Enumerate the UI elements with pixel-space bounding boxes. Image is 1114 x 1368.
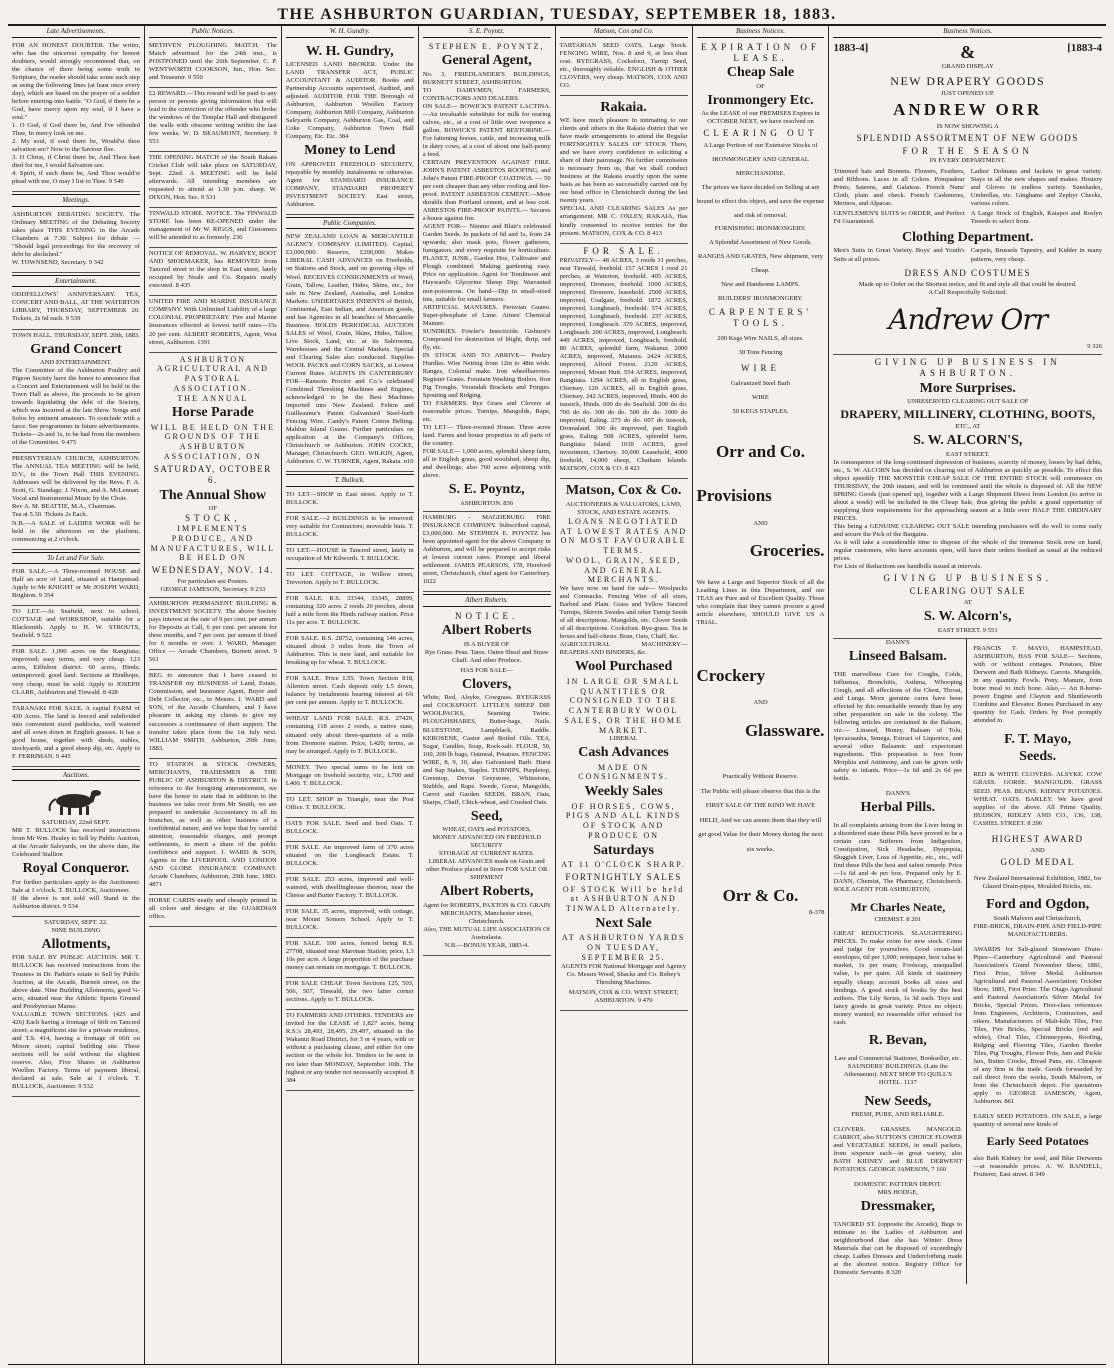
advert-headline: Cheap Sale: [726, 65, 795, 81]
advert-text: UNITED FIRE AND MARINE INSURANCE COMPANY. With Unlimited Liability of a large COLONIAL PROPRIETARY. Fire and Marine Insurances effected at lowest tariff rates—15s 20 per cent. ALBERT ROBERTS, Agent, West street, Ashburton. 1391: [148, 298, 277, 346]
advert-text: ODDFELLOWS' ANNIVERSARY. TEA, CONCERT AND BALL, AT THE WATERTON LIBRARY, THURSDAY, SEPTEMBER 20. Tickets, 2s 6d each. 9 539: [12, 291, 140, 323]
advert-subhead: WIRE: [740, 363, 780, 374]
advert-text: A Call Respectfully Solicited.: [928, 288, 1008, 296]
advert: [149, 895, 277, 927]
advert-text: A Large Portion of our Extensive Stocks of IRONMONGERY AND GENERAL MERCHANDISE. The prices we have decided on Selling at are bound to effect this object, and save the expense and risk of removal. FURNISHING IRONMONGERY. A Splendid Assortment of New Goods. RANGES AND GRATES, New shipment, very Cheap. New and Handsome LAMPS. BUILDERS' IRONMONGERY.: [696, 142, 825, 302]
advert: [149, 598, 277, 670]
advert-text: OF: [208, 505, 218, 513]
advert-text: TO STATION & STOCK OWNERS, MERCHANTS, TRADESMEN & THE PUBLIC OF ASHBURTON & DISTRICT. In reference to the foregoing announcement, we have the honor to state that in addition to the business we take over from Mr Smith, we are prepared to undertake Accountancy in all its branches, as well as other business of a confidential nature, and we hope that by careful attention, reasonable charges, and prompt settlements, to merit a share of the public confidence and support. J. WARD & SON, Agents to the LIVERPOOL AND LONDON AND GLOBE INSURANCE COMPANY. Arcade Chambers, Ashburton, 29th June, 1883. 4871: [148, 760, 277, 889]
advert-headline: Crockery: [696, 665, 766, 685]
advert-text: IMPLEMENTS PRODUCE, AND MANUFACTURES, WILL BE HELD ON: [150, 524, 276, 563]
advert-text: GEORGE JAMESON, Secretary. 9 233: [160, 586, 266, 594]
advert: [12, 566, 140, 606]
advert-text: For further particulars apply to the Auctioneer. Sale at 1 o'clock. T. BULLOCK, Auctioneer. If the above is not sold will Stand in the Ashburton district. 9 534: [12, 878, 140, 910]
advert-subhead: GOLD MEDAL: [1000, 857, 1075, 868]
advert-text: DANN'S: [885, 638, 910, 646]
bullock-adverts: [286, 489, 414, 1091]
advert-text: Rye Grass. Peas. Tares. Oaten Sheaf and Straw Chaff. And other Produce.: [424, 648, 549, 664]
advert: [12, 453, 140, 549]
advert-headline: Matson, Cox & Co.: [565, 483, 682, 499]
mens-suits: Men's Suits in Great Variety. Boys' and Youth's Suits at all prices.: [833, 247, 965, 263]
advert-headline: New Seeds,: [864, 1094, 932, 1109]
advert-text: FOR SALE CHEAP. Town Sections 125, 503, 506, 507, Tinwald, the two latter corner sections. Apply to T. BULLOCK.: [285, 980, 414, 1004]
advert: [286, 978, 414, 1010]
column-head: Matson, Cox and Co.: [560, 27, 688, 38]
advert-text: OF STOCK Will be held at ASHBURTON AND TINWALD Alternately.: [562, 884, 685, 914]
section-head: To Let and For Sale.: [12, 552, 140, 565]
advert: [286, 938, 414, 978]
advert-text: FOR SALE. R.S. 33344, 33345, 28899, containing 320 acres 2 roods 20 perches, about half a mile from the Hinds railway station. Price 11s per acre. T. BULLOCK.: [285, 595, 414, 627]
advert-text: FOR SALE.—A Three-roomed HOUSE and Half an acre of Land, situated at Hampstead. Apply to Mr KNIGHT or Mr JOSEPH WARD, Brighton. 9 354: [12, 568, 140, 600]
advert-text: LOANS NEGOTIATED AT LOWEST RATES AND ON MOST FAVOURABLE TERMS.: [559, 516, 688, 556]
event-date: SATURDAY, OCTOBER 6.: [153, 463, 272, 485]
advert-text: Made up to Order on the Shortest notice, and fit and style all that could be desired.: [858, 280, 1077, 288]
advert: [12, 917, 140, 1097]
advert-text: No. 3, FRIEDLANDER'S BUILDINGS, BURNETT STREET, ASHBURTON. TO DAIRYMEN, FARMERS, CONTRACTORS AND DEALERS. ON SALE— BOWICK'S PATENT LACTINA.—An invaluable substitute for milk for rearing calves, etc., at a cost of little over twopence a gallon. BOWICK'S PATENT RESTORINE.— For fattening horses, cattle, and increasing milk in dairy cows, at a cost of about one half-penny a feed. CERTAIN PREVENTION AGAINST FIRE. JOHN'S PATENT ASBESTOS ROOFING, and John's Patent FIRE-PROOF COATINGS. — 50 per cent cheaper than any other roofing and fire-proof. PATENT ASBESTOS CEMENT.—More durable than Portland cement, and at less cost. ASBESTOS FIRE-PROOF PAINTS.— Secures a house against fire. AGENT FOR— Nimmo and Blair's celebrated Garden Seeds. In packets of 6d and 1s, from 24 upwards; also mask pots, flower gatherers, fumigators, and every requisite for horticulture. PLANET, JUNR., Garden Hoe, Cultivator and Plough combined. Making gardening easy. Price on application. Agent for Tomlinson and Hayward's Glycerine Sheep Dip; Warranted non-poisonous. On hand—Dip in small-sized tins, suitable for small farmers. ARTIFICIAL MANURES. Peruvian Guano. Super-phosphate of Lime. Aimes' Chemical Manure. SUNDRIES. Fowler's Insecticide. Gishurst's Compound for destruction of blight, thrip, red fly, etc. IN STOCK AND TO ARRIVE— Poultry Hurdles. Wire Netting from 12in to 48in wide. Ranges, Colonial make. Iron wheelbarrows. Register Grates. Fountain Washing Boilers. Iron Pig Troughs. Verandah Brackets and Fringes. Spouting and Ridging. TO FARMERS. Rye Grass and Clovers at reasonable prices. Turnips, Mangolds, Rape, etc. TO LET— Three-roomed House. Three acres land. Farms and house properties in all parts of the country. FOR SALE— 1,000 acres, splendid sheep farm, all in English grass, good woolshed, sheep dip, and dwellings; also 760 acres adjoining with above.: [422, 70, 551, 480]
advert-headline: More Surprises.: [919, 380, 1016, 396]
masthead: [8, 4, 1106, 26]
advert-text: ASHBURTON DEBATING SOCIETY. The Ordinary MEETING of the Debating Society takes place THIS EVENING in the Arcade Chambers at 7.30. Subject for debate — "Should legal proceedings for the recovery of debt be abolished." W. TOWNSEND, Secretary. 9 342: [12, 210, 140, 266]
advert-headline: F. T. Mayo,: [1004, 732, 1072, 748]
advert: [149, 670, 277, 758]
advert-text: LIBERAL: [609, 735, 638, 743]
section-head: Entertainment.: [12, 275, 140, 288]
column-7: [829, 26, 1106, 1364]
advert-text: ETC., AT: [955, 423, 981, 431]
advert-headline: Clothing Department.: [902, 230, 1034, 246]
advert-headline: R. Bevan,: [868, 1033, 927, 1049]
advert-headline: W. H. Gundry,: [305, 43, 394, 59]
advert-text: We have now on hand for sale— Woolpacks and Cornsacks. Fencing Wire of all sizes, Barbed and Plain. Grass and Yellow Tancred Turnips, Skirvin Swedes and other Turnip Seeds of all descriptions. Mangolds, etc. Clover Seeds of all descriptions. Cocksfoot. Rye-grass. Tea in boxes and half-chests. Bran, Oats, Chaff, &c. AGRICULTURAL MACHINERY— REAPERS AND BINDERS, &c.: [559, 585, 688, 657]
section-head: Public Companies.: [286, 217, 414, 230]
advert-text: FRANCIS T. MAYO, HAMPSTEAD, ASHBURTON, HAS FOR SALE— Sections, with or without cottages. Potatoes, Blue Derwent and Bath Kidneys. Carrots. Mangolds, in any quantity. Fowls. Pony. Manure, from bone meal to inch bone. Also,— An 8-horse-power Engine and Clayton and Shuttleworth Combine and Elevator. Bones Purchased in any quantity for Cash. Orders by Post promptly attended to.: [973, 645, 1103, 725]
advert-subhead: FIRE-BRICK, DRAIN-PIPE AND FIELD-PIPE MANUFACTURERS.: [973, 922, 1102, 938]
advert-text: WHEAT LAND FOR SALE. R.S. 27429, containing 118 acres 2 roods, a native state, situated only about three-quarters of a mile from Dromore station. Price, L420; terms, as may be arranged. Apply to T. BULLOCK.: [285, 715, 414, 755]
advert-headline: General Agent,: [441, 53, 532, 69]
advert-text: White, Red, Alsyke, Cowgrass. RYEGRASS and COCKSFOOT. LITTLE'S SHEEP DIP. WOOLPACKS, Seaming Twine. PLOUGHSHARES, Butter-bags, Nails. BLUESTONE, Lampblack, Raddle. KEROSENE, Castor and Boiled Oils. TEA, Sugar, Candles, Soap, Rock-salt. FLOUR, 50, 100, 200 lb bags, Oatmeal, Potatoes. FENCING WIRE, 8, 9, 10, also Galvanised Barb. Hurst and Sap Stakes, Staples. TURNIPS, Purpletop, Greentop, Devon Greystone, Whitestone, Stubble, and Rape. Swede, Gorse, Mangolds, Carrot and Garden SEEDS. BRAN, Oats, Sharps, Chaff, Chick-wheat, and Crushed Oats.: [422, 694, 551, 806]
advert-text: We have a Large and Superior Stock of all the Leading Lines in this Department, and our TEAS are Pure and of Excellent Quality. Those who complain that they cannot procure a good article elsewhere, SHOULD GIVE US A TRIAL.: [696, 578, 825, 626]
advert-text: HAMBURG - MAGDEBURG FIRE INSURANCE COMPANY. Subscribed capital, £3,000,000. Mr STEPHEN E. POYNTZ has been appointed agent for the above Company in Ashburton, and will be prepared to accept risks at lowest current rates. Prompt and liberal settlement. JAMES PEARSON, 178, Hereford street, Christchurch, chief agent for Canterbury. 1022: [422, 513, 551, 585]
advert-headline: Ford and Ogdon,: [986, 897, 1090, 913]
advert-subhead: NOTICE.: [455, 610, 519, 621]
column-head: Business Notices.: [833, 27, 1102, 38]
advert-headline: S. E. Poyntz,: [448, 482, 525, 498]
advert: [286, 633, 414, 673]
advert-text: FOR SALE.—2 BUILDINGS to be removed; very suitable for Contractors; moveable huts. T. BULLOCK.: [285, 514, 414, 538]
advert-subhead: FOR SALE.: [583, 245, 664, 256]
advert-headline: DRAPERY, MILLINERY, CLOTHING, BOOTS,: [840, 407, 1096, 422]
advert-headline: Horse Parade: [171, 405, 254, 421]
advert-text: Agent for ROBERTS, PAXTON & CO. GRAIN MERCHANTS, Manchester street, Christchurch. Also, THE MUTUAL LIFE ASSOCIATION Of Australasia. N.B.—BONUS YEAR, 1883-4.: [422, 901, 551, 949]
advert: [423, 609, 551, 957]
section-head: Meetings.: [12, 194, 140, 207]
advert: [286, 593, 414, 633]
advert-text: EAST STREET.: [946, 450, 990, 458]
column-3: [282, 26, 419, 1364]
advert-headline: Royal Conqueror.: [22, 861, 130, 877]
advert-text: MRS HODGE,: [877, 1188, 918, 1196]
advert-headline: Orr & Co.: [722, 886, 799, 906]
advert: [286, 489, 414, 513]
tweeds: A Large Stock of English, Kaiapoi and Roslyn Tweeds to select from.: [970, 210, 1103, 226]
advert-headline: Glassware.: [744, 720, 825, 740]
gents-suits: GENTLEMEN'S SUITS to ORDER, and Perfect Fit Guaranteed.: [833, 210, 965, 226]
advert-text: METHVEN PLOUGHING MATCH. The Match advertised for the 24th inst., is POSTPONED until the 26th September. C. P. WENTWORTH COOKSON, Jun., Hon. Sec. and Treasurer. 9 550: [148, 41, 277, 81]
advert: [286, 794, 414, 818]
advert-text: Law and Commercial Stationer, Bookseller, etc. SAUNDERS' BUILDINGS. (Late the Athenaeum). NEXT SHOP TO QUILL'S HOTEL. 1137: [834, 1055, 962, 1087]
advert-number: 8-378: [809, 908, 825, 916]
advert-text: NOTICE OF REMOVAL. W. HARVEY, BOOT AND SHOEMAKER, has REMOVED from Tancred street to the shop in East street, lately occupied by Neale and Co. Repairs neatly executed. 8 435: [148, 250, 277, 290]
advert-text: TOWN HALL. THURSDAY, SEPT. 20th, 1883.: [12, 331, 140, 339]
advert-text: TO LET. COTTAGE, in Willow street, Trevorton. Apply to T. BULLOCK.: [285, 571, 414, 587]
column-head: Late Advertisements.: [12, 27, 140, 38]
advert-subhead: GRAND DISPLAY: [941, 63, 994, 71]
advert-text: TARANAKI FOR SALE. A capital FARM of 430 Acres. The land is fenced and subdivided into convenient sized paddocks, well watered and all sown down in English grasses. It has a good house, together with sheds, stables, stockyards, and a good sheep dip, etc. Apply to F. FERRIMAN. 9 445: [12, 704, 140, 760]
andrew-orr-signature: Andrew Orr: [888, 302, 1048, 336]
advert: [286, 818, 414, 842]
advert-text: PRESBYTERIAN CHURCH, ASHBURTON. The ANNUAL TEA MEETING will be held, D.V., in the Town Hall THIS EVENING. Addresses will be delivered by the Revs. F. A. Scott, G. Standage, J. Nixon, and A. McLennan. Vocal and Instrumental Music by the Choir. Rev A. M. BEATTIE, M.A., Chairman. Tea at 5.30. Tickets 2s Each. N.B.—A SALE of LADIES WORK will be held in the afternoon on the platform, commencing at 2 o'clock.: [12, 455, 140, 543]
advert-headline: Albert Roberts,: [440, 884, 534, 900]
advert: [286, 762, 414, 794]
column-head: W. H. Gundry.: [286, 27, 414, 38]
advert-text: WILL BE HELD ON THE GROUNDS OF THE ASHBURTON ASSOCIATION, ON: [150, 422, 275, 461]
advert-subhead: CLEARING OUT: [703, 128, 818, 139]
advert-subhead: DOMESTIC PATTERN DEPOT.: [853, 1180, 942, 1188]
advert-text: HORSE CARDS neatly and cheaply printed in all colors and designs at the GUARDIAN office.: [148, 897, 277, 921]
advert: [697, 40, 825, 920]
advert: [12, 646, 140, 702]
carpets: Carpets, Brussels Tapestry, and Kidder in many patterns, very cheap.: [970, 247, 1103, 263]
advert-text: HAS FOR SALE—: [460, 666, 513, 674]
advert-text: FOR SALE. 1,090 acres on the Rangitata; improved; easy terms, and very cheap. 123 acres, Eiffelton district. 60 acres, Hinds; unimproved; good land. Sections at Hindhope, very cheap, must be sold. Apply to JOSEPH CLARK, Ashburton and Tinwald. 8 428: [12, 648, 140, 696]
advert: [286, 1010, 414, 1090]
advert: [149, 88, 277, 152]
advert-subhead: SPLENDID ASSORTMENT OF NEW GOODS: [856, 132, 1079, 143]
advert-subhead: NINE BUILDING: [51, 927, 101, 935]
advert-subhead: FORTNIGHTLY SALES: [565, 871, 682, 882]
advert-text: OATS FOR SALE. Seed and feed Oats. T. BULLOCK.: [285, 819, 414, 835]
advert: [423, 512, 551, 592]
advert-headline: S. W. ALCORN'S,: [913, 433, 1023, 449]
advert-headline: ANDREW ORR: [893, 100, 1043, 120]
advert-text: OF: [756, 82, 765, 90]
advert: [286, 40, 414, 215]
advert-subhead: CARPENTERS' TOOLS.: [708, 307, 813, 329]
advert-text: BEG to announce that I have ceased to TRANSFER my BUSINESS of Land, Estate, Commission, and Insurance Agent, Buyer and Debt Collector, etc., to Messrs. J. WARD and SON, of the Arcade Chambers, and I have pleasure in asking my clients to give my successors a continuance of their support. The transfer takes place from the 1st July next. WILLIAM SMITH. Ashburton, 29th June, 1883.: [148, 672, 277, 752]
advert: [149, 152, 277, 208]
advert-text: AWARDS for Salt-glazed Stoneware Drain-Pipes—Canterbury Agricultural and Pastoral Association's Grand November Show, 1881, First Prize, Silver Medal. Ashburton Agricultural and Pastoral Association; October Show, 1881, First Prize. The Otago Agricultural and Pastoral Association's Silver Medal for Bricks, Special Prizes. First-class references from Engineers, Architects, Contractors, and others. Manufacturers of Malt-kiln Tiles, Fire Tiles, Fire Bricks, Special Bricks (red and white), Oval Tiles, Chimneypots, Roofing, Ridging and Flooring Tiles, Garden Border Tiles, Pig Troughs, Flower Pots, Jam and Pickle Jars, Butter Crocks, Bread Pans, etc. Cheapest of any firm in the trade. Goods forwarded by rail direct from the works, South Malvern, or from the Christchurch depot. For quotations apply to GEORGE JAMESON, Agent, Ashburton. 861: [973, 945, 1103, 1106]
advert-text: MATSON, COX & CO. WEST STREET, ASHBURTON. 9 470: [568, 988, 679, 1004]
advert-headline: Groceries.: [749, 540, 825, 560]
advert: [423, 40, 551, 512]
auction-date: SATURDAY, 22nd SEPT.: [41, 819, 111, 827]
column-1: [8, 26, 145, 1364]
advert: [286, 545, 414, 569]
advert-headline: Orr and Co.: [716, 441, 805, 461]
advert-text: ASHBURTON PERMANENT BUILDING & INVESTMENT SOCIETY. The above Society pays interest at the rate of 9 per cent. per annum for Deposits at Call, 6 per cent. per annum for three months, and 7 per cent. per annum if fixed for 6 months or over. J. WARD, Manager. Office — Arcade Chambers, Burnett street. 9 561: [148, 600, 277, 664]
advert-text: TO LET.—At Seafield, next to school, COTTAGE and WORKSHOP, suitable for a Blacksmith. Apply to H. W. STROUTS, Seafield. 9 522: [12, 608, 140, 640]
goods-list-right: Ladies' Dolmans and Jackets in great variety. Stays in all the new shapes and makes. Hosiery and Gloves in endless variety. Sunshades, Umbrellas, etc. Ginghams and Zephyr Checks, various colors.: [970, 167, 1103, 207]
advert-text: FOR SALE. 35 acres, improved, with cottage, near Mount Somers School. Apply to T. BULLOCK.: [285, 908, 414, 932]
advert: [286, 906, 414, 938]
advert-text: RED & WHITE CLOVERS. ALSYKE. COW GRASS. GORSE. MANGOLDS. GRASS SEED. PEAS. BEANS. KIDNEY POTATOES. WHEAT. OATS. BARLEY. We have good supplies of the above. All Prime Quality. HUDSON, RIDLEY AND CO., 136, 138, CASHEL STREET. 8 296: [973, 771, 1103, 827]
advert: [12, 209, 140, 273]
section-head: T. Bullock.: [286, 474, 414, 487]
clothing-lists: [833, 247, 1102, 265]
lower-split: [833, 639, 1102, 1284]
advert-headline: The Annual Show: [159, 487, 267, 503]
advert-text: EARLY SEED POTATOES. ON SALE, a large quantity of several new kinds of: [973, 1112, 1103, 1128]
season-year-left: 1883-4]: [833, 41, 869, 54]
columns: [8, 26, 1106, 1365]
advert-text: THE OPENING MATCH of the South Rakaia Cricket Club will take place on SATURDAY, Sept. 22nd. A MEETING will be held afterwards. All intending members are requested to attend at 1.30 p.m. sharp. W. DIXON, Hon. Sec. 9 531: [148, 153, 277, 202]
advert-subhead: AUCTIONEERS & VALUATORS, LAND, STOCK, AND ESTATE AGENTS.: [565, 500, 682, 516]
advert: [560, 40, 688, 96]
advert-text: CHEMIST. 8 201: [874, 915, 922, 923]
advert: [286, 673, 414, 713]
advert-text: WOOL, GRAIN, SEED, AND GENERAL MERCHANTS.: [565, 555, 682, 585]
auction-date: SATURDAY, SEPT. 22.: [44, 919, 108, 926]
column-4: [419, 26, 556, 1364]
advert-text: £2 REWARD.—This reward will be paid to any person or persons giving information that will lead to the conviction of the offender who broke the windows of the Templar Hall and distigured the walls with obscene writing within the last few weeks. W. D. BEAUMONT, Secretary. 9 553: [148, 89, 277, 145]
advert-text: IN LARGE OR SMALL QUANTITIES OR CONSIGNED TO THE CANTERBURY WOOL SALES, OR THE HOME MARKET.: [564, 676, 683, 735]
advert-headline: Allotments,: [41, 937, 111, 953]
advert: [286, 569, 414, 593]
season-years: [833, 42, 1102, 64]
advert-text: FOR SALE. An improved farm of 370 acres situated on the Longbeach Estate. T. BULLOCK.: [285, 843, 414, 867]
advert-subhead: DRESS AND COSTUMES: [904, 267, 1031, 278]
advert-text: For particulars see Posters.: [177, 578, 249, 585]
advert: [286, 513, 414, 545]
advert: [149, 40, 277, 88]
advert-text: AND: [1030, 847, 1045, 855]
event-date: WEDNESDAY, NOV. 14.: [151, 565, 274, 576]
advert-subhead: HIGHEST AWARD: [991, 834, 1084, 845]
advert-text: TANCRED ST. (opposite the Arcade), Begs to intimate to the Ladies of Ashburton and neighbourhood that she has Winter Dress Materials that can be disposed of exceedingly cheap. Ladies Dresses and Underclothing made at the shortest notice. Registry Office for Domestic Servants. 8 320: [833, 1220, 963, 1277]
advert-text: South Malvern and Christchurch,: [993, 914, 1082, 922]
advert-subhead: CLEARING OUT SALE: [909, 586, 1026, 597]
advert-text: 200 Kegs Wire NAILS, all sizes.: [717, 335, 804, 343]
advert-headline: Mr Charles Neate,: [850, 899, 946, 914]
advert-text: TO LET. SHOP in Triangle, near the Post Office. T. BULLOCK.: [285, 795, 414, 811]
advert-text: TO LET—SHOP in East street. Apply to T. BULLOCK.: [285, 490, 414, 506]
advert-text: 50 KEGS STAPLES.: [732, 408, 789, 416]
advert-text: TO FARMERS AND OTHERS. TENDERS are invited for the LEASE of 1,827 acres, being R.S.'s 28,493, 28,495, 29,497, situated in the Wakanui Road District, for 3 or 4 years, with or without a pur.hasing clause, and either for one section or the whole lot. Tenders to be sent in not later than MONDAY, September 10th. The highest or any tender not necessarily accepted. 8 384: [285, 1012, 414, 1084]
advert-headline: S. W. Alcorn's,: [923, 609, 1012, 625]
advert-subhead: FRESH, PURE, AND RELIABLE.: [851, 1111, 945, 1119]
advert-text: MONEY ADVANCED ON FREEHOLD SECURITY STORAGE AT CURRENT RATES. LIBERAL ADVANCES made on Grain and other Produce placed in Store FOR SALE OR SHIPMENT: [425, 834, 548, 882]
advert-headline: Cash Advances: [578, 745, 669, 761]
advert: [12, 783, 140, 917]
advert-subhead: FOR THE SEASON: [902, 145, 1033, 156]
advert-subhead: STOCK,: [185, 513, 241, 524]
advert-headline: Seed,: [470, 808, 503, 824]
advert-number: 9 326: [1087, 342, 1103, 350]
advert: [149, 353, 277, 599]
advert-text: MONEY. Two special sums to be lent on Mortgage on freehold security, viz., L700 and L400. T. BULLOCK.: [285, 763, 414, 787]
lower-right: [973, 639, 1102, 1284]
advert-headline: Next Sale: [595, 915, 652, 931]
advert-text: PRIVATELY— 48 ACRES, 3 roods 31 perches, near Tinwald, freehold. 157 ACRES 1 rood 21 perches, at Waterton, freehold. 405 ACRES, improved, Dromore, freehold. 1000 ACRES, improved, Dromore, leasehold. 2500 ACRES, improved, Coalgate, freehold. 1872 ACRES, improved, Longbeach, freehold. 574 ACRES, improved, Longbeach, freehold. 237 ACRES, improved, Longbeach. 370 ACRES, improved, Longbeach. 200 ACRES, improved, Longbeach. 449 ACRES, improved, Longbeach, freehold. 80 ACRES, splendid farm, Wakanui. 2000 ACRES, improved, Mataura. 2424 ACRES, improved, Alford Forest. 2120 ACRES, improved, Mount Hutt. 554 ACRES, improved, Rangitata. 1294 ACRES, all in English grass, Chertsey. 120 ACRES, all in English grass, Chertsey. 242 ACRES, improved, Hinds. 400 do tussock, Hinds. 600 do do Seafield. 200 do do. 700 do do. 300 do do. 500 do do. 1000 do improved, Ealing. 275 do do. 607 do tussock, Dromaland. 306 do improved, part English grass, Ealing. 508 ACRES, splendid farm, Rangitata Island. 1030 ACRES, good investment, Chertsey. 30,000 Leasehold, 4000 freehold, 14,000 sheep, Chatham Islands. MATSON, COX & CO. 8 423: [559, 256, 688, 473]
advert-text: AT ASHBURTON YARDS ON TUESDAY, SEPTEMBER 25.: [561, 933, 686, 962]
advert-subhead: AND ENTERTAINMENT.: [40, 358, 112, 366]
advert-text: TINWALD STORE. NOTICE. The TINWALD STORE has been RE-OPENED under the management of Mr W. RIGGS, and Customers will be attended to as formerly. 236: [148, 210, 277, 242]
advert-text: AND: [753, 519, 768, 527]
advert-headline: Seeds.: [1019, 749, 1057, 765]
advert-subhead: GIVING UP BUSINESS.: [883, 573, 1052, 584]
advert: [12, 289, 140, 329]
advert-text: LICENSED LAND BROKER. Under the LAND TRANSFER ACT, PUBLIC ACCOUNTANT & AUDITOR. Books and Partnership Accounts supervised, Audited, and adjusted. AUDITOR FOR THE Borough of Ashburton, Ashburton Woollen Factory Company, Ashburton Mill Company, Ashburton Saleyards Company, Ashburton Gas, Coal, and Coke Company, Ashburton Town Hall Company, Etc. Etc. 384: [285, 60, 414, 141]
advert: [149, 759, 277, 896]
advert: [286, 713, 414, 761]
advert-text: FOR SALE. 253 acres, improved and well-watered, with dwellinghouse thereon, near the Cheese and Butter Factory. T. BULLOCK.: [285, 875, 414, 899]
advert-subhead: ASHBURTON AGRICULTURAL AND PASTORAL ASSOCIATION.: [156, 354, 269, 393]
advert-text: AGENTS FOR National Mortgage and Agency Co. Messrs Wood, Shacks and Co. Robey's Threshing Machines.: [561, 962, 687, 986]
advert-text: In consequence of the long continued depression of business, scarcity of money, losses by bad debts, etc., S. W. ALCORN has decided on clearing out of Ashburton as quickly as possible. To effect this object speedily THE MONSTER CHEAP SALE OF THE ENTIRE STOCK will commence on THURSDAY, the 20th instant, and will be continued until the whole is disposed of. All the NEW SPRING Goods (just opened up), together with a Large Shipment Direct from London (to arrive in about a week) will be included in the Cheap Sale, thus giving the public a grand opportunity of supplying their requirements for the approaching season at a little over HALF THE ORDINARY PRICES. This being a GENUINE CLEARING OUT SALE intending purchasers will do well to come early and secure the Pick of the Bargains. As it will take a considerable time to dispose of the whole of the immense Stock now on hand, regular customers, who have accounts open, will have their orders booked as usual at the reduced prices. For Lists of Reductions see handbills issued at intervals.: [833, 458, 1103, 571]
advert: [833, 40, 1102, 355]
advert-text: FOR SALE BY PUBLIC AUCTION. MR T. BULLOCK has received instructions from the Trustees in Dr. Parkin's estate to Sell by Public Auction, at the Arcade, Burnett street, on the above date. Nine Building Allotments, good ¼-acre, situated near the Athletic Sports Ground and Presbyterian Manse. VALUABLE TOWN SECTIONS. (425 and 426) Each having a frontage of 66ft on Tancred street; a magnificent site for a private residence, and T.S. 414, having a frontage of 66ft on Moore street; capital building site. These sections will be sold without the slightest reserve. Also, Five Shares in Ashburton Woollen Factory. Terms of payment liberal, declared at sale. Sale at 1 o'clock. T. BULLOCK, Auctioneer. 9 532: [12, 954, 140, 1090]
advert-text: As the LEASE of our PREMISES Expires in OCTOBER NEXT, we have resolved on: [701, 110, 820, 126]
advert-text: TARTARIAN SEED OATS. Large Stock. FENCING WIRE, Nos. 8 and 9, at less than cost. RYEGRASS, Cocksfoot, Turnip Seed, etc., thoroughly reliable. ENGLISH & OTHER CLOVERS, very cheap. MATSON, COX AND CO.: [559, 41, 688, 89]
advert-text: In all complaints arising from the Liver being in a disordered state these Pills have proved to be a certain cure. Sufferers from Indigestion, Constipation, Sick Headache, Dyspepsia, Sluggish Liver, Loss of Appetite, etc., etc., will find these Pills the best and safest remedy. Price—1s 6d and 4s per box. Prepared only by E. DANN, Chemist, The Pharmacy, Christchurch. SOLE AGENT FOR ASHBURTON,: [833, 821, 963, 893]
advert-headline: Wool Purchased: [574, 659, 673, 675]
tailoring: [833, 210, 1102, 228]
advert-subhead: STEPHEN E. POYNTZ,: [428, 41, 545, 51]
advert-headline: Dressmaker,: [860, 1198, 935, 1214]
season-year-right: [1883-4: [1067, 41, 1103, 54]
column-5: [556, 26, 693, 1364]
advert-headline: Clovers,: [461, 676, 512, 692]
advert-text: 30 Tons Fencing: [738, 349, 783, 357]
advert-text: JUST OPENED UP.: [940, 90, 995, 98]
advert: [286, 842, 414, 874]
advert: [149, 208, 277, 248]
advert-text: UNRESERVED CLEARING OUT SALE OF: [907, 398, 1029, 406]
advert-headline: Rakaia.: [600, 99, 647, 115]
advert-headline: Money to Lend: [304, 143, 396, 159]
advert: [12, 606, 140, 646]
advert-text: EAST STREET. 9 551: [937, 626, 998, 634]
advert-text: Practically Without Reserve. The Public will please observe that this is the FIRST SALE OF THE KIND WE HAVE HELD, And we can assure them that they will get good Value for their Money during the next six weeks.: [698, 773, 823, 853]
advert-text: New Zealand International Exhibition, 1882, for Glazed Drain-pipes, Moulded Bricks, etc.: [973, 874, 1102, 890]
advert-text: also Bath Kidney for seed, and Blue Derwents—at reasonable prices. A. W. RANDELL, Fruiterer, East street. 8 349: [973, 1155, 1103, 1179]
advert: [12, 40, 140, 193]
advert-subhead: EXPIRATION OF LEASE.: [701, 41, 820, 63]
column-head: Business Notices.: [697, 27, 825, 38]
advert: [149, 296, 277, 352]
lower-left: [833, 639, 967, 1284]
advert-text: MADE ON CONSIGNMENTS.: [578, 762, 669, 782]
advert: [286, 231, 414, 472]
advert-text: AT 11 O'CLOCK SHARP.: [561, 859, 686, 869]
column-6: [693, 26, 830, 1364]
advert-headline: Weekly Sales: [584, 784, 663, 800]
advert-text: IS NOW SHOWING A: [936, 122, 999, 130]
advert-text: OF HORSES, COWS, PIGS AND ALL KINDS OF STOCK AND PRODUCE ON: [565, 801, 682, 840]
advert-text: Galvanized Steel Barb: [730, 380, 791, 388]
section-head: Auctions.: [12, 769, 140, 782]
advert-headline: Linseed Balsam.: [848, 648, 947, 664]
advert-headline: Grand Concert: [30, 341, 122, 357]
advert-text: ASHBURTON. 836: [460, 499, 514, 507]
advert-text: CLOVERS. GRASSES. MANGOLD. CARROT, also SUTTON'S CHOICE FLOWER and VEGETABLE SEEDS, in small packets, from sixpence each—in great variety, also BATH KIDNEY and BLUE DERWENT POTATOES. GEORGE JAMESON, 7 160: [833, 1126, 963, 1174]
newspaper-title: THE ASHBURTON GUARDIAN, TUESDAY, SEPTEMBER 18, 1883.: [277, 6, 837, 23]
column-head: S. E. Poyntz.: [423, 27, 551, 38]
advert: [560, 96, 688, 244]
advert: [149, 248, 277, 296]
advert-text: AND: [753, 699, 768, 707]
advert: [833, 355, 1102, 639]
advert-text: The Committee of the Ashburton Poultry and Pigeon Society have the honor to announce that a Concert and Entertainment will be held in the Town Hall as above, the proceeds to be given towards liquidating the debt of the Society, which was incurred at the late Show. Songs and Solos by eminent amateurs. To conclude with a farce. See programmes in future advertisements. Tickets—2s and 1s, to be had from the members of the Committee. 9 475: [12, 366, 140, 447]
advert: [286, 874, 414, 906]
advert-text: GREAT REDUCTIONS. SLAUGHTERING PRICES. To make room for new stock. Come and judge for yourselves. Good cream-laid envelopes, 6d per 1,000; notepaper, best value in market, 1s per ream; Foolscap, unequalled value, 1s per quire. All kinds of stationery equally cheap; account books all sizes and bindings. A good stock of books by the best authors. The Lily Series, 1s 3d each. Toys and fancy goods in great variety. Price no object; money wanted; no reasonable offer refused for cash.: [833, 930, 963, 1026]
advert-text: FOR SALE. 100 acres, fenced being R.S. 27708, situated near Maronan Station; price, L3 10s per acre. A large proportion of the purchase money can remain on mortgage. T. BULLOCK.: [285, 940, 414, 972]
advert: [560, 244, 688, 480]
advert-subhead: THE ANNUAL: [177, 393, 249, 403]
advert-subhead: GIVING UP BUSINESS IN ASHBURTON.: [874, 356, 1061, 378]
advert-headline: Albert Roberts: [441, 623, 532, 639]
advert-headline: Provisions: [696, 486, 772, 506]
advert-text: AT: [963, 599, 972, 607]
advert-subhead: NEW DRAPERY GOODS: [890, 73, 1046, 88]
advert: [12, 330, 140, 454]
section-head: Albert Roberts.: [423, 594, 551, 607]
advert-text: WE have much pleasure in intimating to our clients and others in the Rakaia district that we have made arrangements to attend the Regular FORTNIGHTLY SALES OF STOCK There, and we have every confidence in soliciting a share of their patronage. No further commission is necessary from us, that we shall conduct business at the Rakaia exactly upon the same basis as has been so successfully carried out by our head office in Christchurch during the last twenty years. SPECIAL AND CLEARING SALES As per arrangement. MR C. OXLEY, RAKAIA, Has kindly consented to receive entries for the present. MATSON, COX & CO. 8 413: [559, 117, 688, 237]
advert: [12, 703, 140, 767]
goods-lists: [833, 168, 1102, 210]
advert: [560, 479, 688, 1010]
advert-text: DANN'S: [885, 789, 910, 797]
advert-text: IN EVERY DEPARTMENT.: [929, 156, 1006, 164]
advert-text: TO LET.—HOUSE in Tancred street, lately in occupation of Mr Kilworth. T. BULLOCK.: [285, 546, 414, 562]
column-2: [145, 26, 282, 1364]
column-head: Public Notices.: [149, 27, 277, 38]
ampersand: &: [960, 41, 976, 62]
advert-headline: Saturdays: [593, 842, 654, 858]
advert-text: ON APPROVED FREEHOLD SECURITY, repayable by monthly instalments or otherwise. Agent for STANDARD INSURANCE COMPANY, STANDARD PROPERTY INVESTMENT SOCIETY. East street, Ashburton.: [285, 160, 414, 208]
advert-text: FOR AN HONEST DOUBTER. The writer, who has the sincerest sympathy for honest doubters, would strongly recommend that, on the chance of there being some truth in Scripture, the reader should take some such step as using the following lines (at least once every day), which are based on the prayer of a soldier before entering into battle. "O God, if there be a God, have mercy upon my soul, if I have a soul." 1. O God, if God there be, And I've offended Thee, In mercy look on me. 2. My soul, if soul there be, Would'st thou salvation see? Now to the Saviour flee. 3. O Christ, if Christ there be, And Thou hast died for me, I would Salvation see. 4. Spirit, if such there be, And Thou would'st plead with me, O may I list to Thee. 9 549: [12, 41, 140, 186]
advert-text: MR T. BULLOCK has received instructions from Mr Wm. Healey to Sell by Public Auction, at the Arcade Saleyards, on the above date, the Celebrated Stallion: [12, 827, 140, 859]
advert-text: WIRE: [752, 394, 769, 402]
advert-headline: Herbal Pills.: [860, 799, 936, 815]
advert-text: FOR SALE. R.S. 28752, containing 146 acres, situated about 3 miles from the Town of Ashburton. This is new land, and suitable for breaking up for wheat. T. BULLOCK.: [285, 635, 414, 667]
advert-text: FOR SALE. Price L55. Town Section 818, Allenton street. Cash deposit only L5 down, balance by instalments bearing interest at 6¾ per cent per annum. Apply to T. BULLOCK.: [285, 675, 414, 707]
advert-text: IS A BUYER OF: [463, 640, 510, 648]
goods-list-left: Trimmed hats and Bonnets. Flowers, Feathers, and Ribbons. Laces in all Colors. Pompadour Prints, Sateens, and Galateas. French Nuns' Cloth, plain and check. French Cashmeres, Merinos, and Alpacas.: [833, 167, 965, 207]
advert-text: NEW ZEALAND LOAN & MERCANTILE AGENCY COMPANY (LIMITED). Capital, £3,000,000. Reserve, £200,000. Makes LIBERAL CASH ADVANCES on Freeholds, on Stations and Stock, and on growing clips of Wool. RECEIVES CONSIGNMENTS of Wool, Grain, Tallow, Leather, Hides, Skins, etc., for sale in New Zealand, Australia, and London Markets. UNDERTAKES INDENTS of British, Continental, East Indian, and American goods, and has Agencies in all branches of Mercantile Business. HOLDS PERIODICAL AUCTION SALES of Wool, Grain, Skins, Hides, Tallow, Live Stock, Land, etc. at its Salerooms, Warehouses and the Central Markets. Special and Clearing Sales also conducted. Supplies WOOL PACKS and CORN SACKS, at Lowest Current Rates. AGENTS IN CANTERBURY FOR—Ransom Proctor and Co.'s celebrated Combined Threshing Machines and Engines, acknowledged to be the Best Machines imported into New Zealand. Felton and Guilleaume's Patent Galvanised Steel-barb Fencing Wire. Candy's Patent Cotton Belting. Maldon Island Guano. Further particulars on application at the Company's Offices, Christchurch or Ashburton. JOHN COCKE, Manager, Christchurch. GEO. WILKIN, Agent, Ashburton. C. W. TURNER, Agent, Rakaia. n10: [285, 233, 414, 466]
advert-text: THE marvellous Cure for Coughs, Colds, Influenza, Bronchitis, Asthma, Whooping Cough, and all affections of the Chest, Throat, and Lungs. More genuine cures have been effected by this remarkable remedy than by any other preparation on sale in the colony. The following articles are contained in the Balsam, viz.— Linseed, Honey, Balsam of Tolu, Ipecacuanha, Senega, Extract of Liquorice, and several other Balsamic and expectorant ingredients. This preparation is free from Morphia and Antimony, and can be given with safety to infants. Price—1s 6d and 2s 6d per bottle.: [833, 670, 963, 782]
advert-headline: Ironmongery Etc.: [707, 92, 814, 108]
advert-headline: Early Seed Potatoes: [986, 1134, 1089, 1149]
horse-illustration-icon: [46, 789, 106, 815]
advert-subhead: WHEAT, OATS and POTATOES.: [442, 826, 532, 834]
